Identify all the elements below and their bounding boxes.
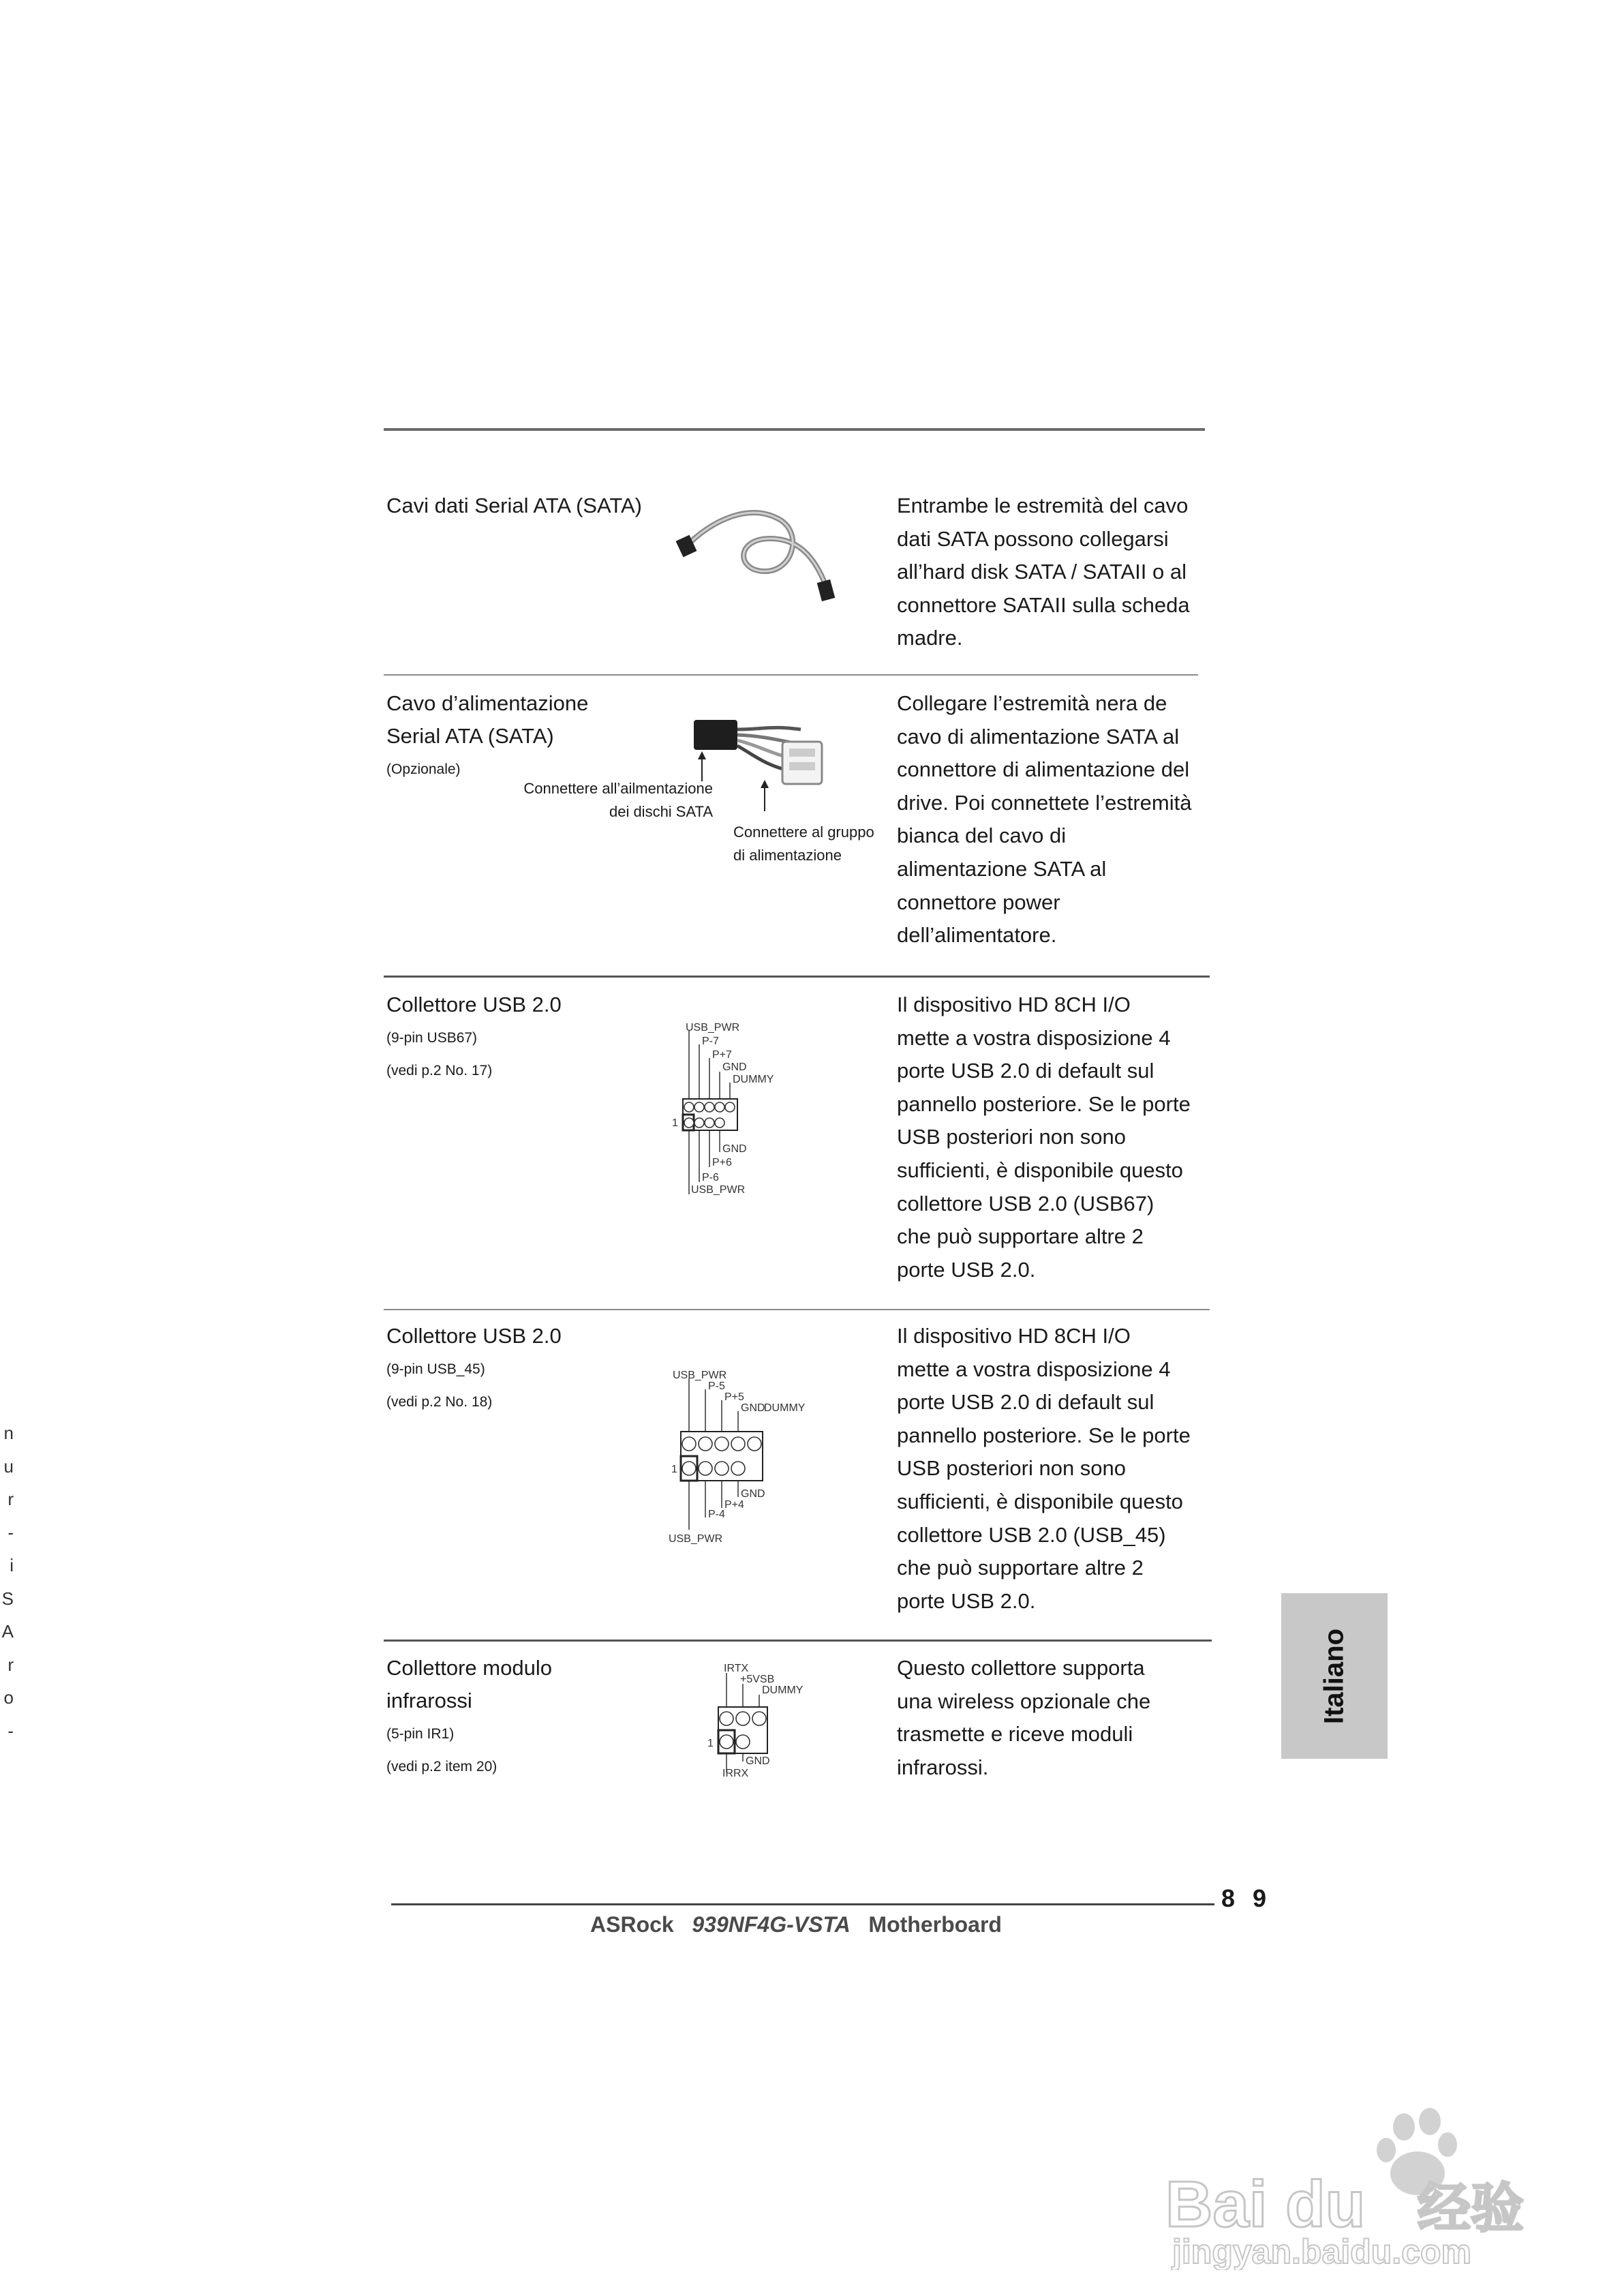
pin-label: DUMMY bbox=[762, 1685, 804, 1696]
pin-label: P+4 bbox=[724, 1499, 744, 1511]
pin-label: P-5 bbox=[708, 1380, 725, 1392]
footer-rule bbox=[391, 1903, 1214, 1905]
section-usb45-title: Collettore USB 2.0 bbox=[386, 1324, 562, 1348]
pin-label: GND bbox=[722, 1143, 747, 1155]
section-ir-subtitle: (5-pin IR1) (vedi p.2 item 20) bbox=[386, 1726, 498, 1774]
section-sata-power-description: Collegare l’estremità nera de cavo di alimentazione SATA al connettore di alimentazione del drive. Poi connettete l’estremità bianca del cavo di alimentazione SATA al connettore power dell’alimentatore. bbox=[897, 691, 1192, 948]
section-ir-title: Collettore modulo infrarossi bbox=[386, 1656, 552, 1712]
pin-label: P-7 bbox=[702, 1036, 719, 1047]
pin-label: P-4 bbox=[708, 1509, 725, 1520]
ir-pin-diagram bbox=[702, 1663, 825, 1779]
pin-label: P-6 bbox=[702, 1172, 719, 1183]
section-usb45-subtitle: (9-pin USB_45) (vedi p.2 No. 18) bbox=[386, 1361, 493, 1410]
top-rule bbox=[384, 428, 1205, 431]
pin-label: USB_PWR bbox=[686, 1023, 740, 1033]
pin1-marker: 1 bbox=[671, 1464, 677, 1475]
section-sata-power-title: Cavo d’alimentazione Serial ATA (SATA) bbox=[386, 691, 589, 748]
section-usb67-description: Il dispositivo HD 8CH I/O mette a vostra disposizione 4 porte USB 2.0 di default sul pannello posteriore. Se le porte USB posteriori non sono sufficienti, è disponibile questo collettore USB 2.0 (USB67) che può supportare altre 2 porte USB 2.0. bbox=[897, 993, 1191, 1282]
caption-psu: Connettere al gruppo di alimentazione bbox=[733, 824, 874, 864]
pin-label: IRTX bbox=[724, 1663, 749, 1674]
pin-label: GND bbox=[741, 1488, 765, 1500]
usb67-pin-diagram bbox=[661, 1023, 825, 1200]
footer-brand: ASRock bbox=[590, 1912, 674, 1937]
page-number: 8 9 bbox=[1221, 1884, 1272, 1912]
watermark-chinese: 经验 bbox=[1418, 2178, 1525, 2238]
pin-label: P+5 bbox=[724, 1391, 744, 1403]
baidu-watermark bbox=[1159, 2106, 1540, 2270]
sata-power-cable-image bbox=[688, 709, 859, 818]
divider-2 bbox=[384, 976, 1210, 978]
pin-label: GND bbox=[741, 1402, 765, 1414]
divider-1 bbox=[384, 674, 1198, 676]
divider-4 bbox=[384, 1640, 1212, 1642]
section-usb67-title: Collettore USB 2.0 bbox=[386, 993, 562, 1016]
pin-label: USB_PWR bbox=[691, 1184, 746, 1196]
pin-label: DUMMY bbox=[733, 1074, 774, 1085]
footer-model: 939NF4G-VSTA bbox=[692, 1912, 851, 1937]
caption-sata-drive: Connettere all’ailmentazione dei dischi SATA bbox=[523, 780, 713, 820]
pin1-marker: 1 bbox=[707, 1738, 714, 1749]
section-sata-power-optional: (Opzionale) bbox=[386, 761, 461, 777]
language-label: Italiano bbox=[1319, 1628, 1349, 1724]
pin-label: USB_PWR bbox=[673, 1370, 727, 1381]
sata-data-cable-image bbox=[675, 491, 845, 607]
pin-label: +5VSB bbox=[740, 1674, 775, 1685]
watermark-brand: Bai du bbox=[1165, 2168, 1366, 2241]
section-usb67-subtitle: (9-pin USB67) (vedi p.2 No. 17) bbox=[386, 1030, 493, 1078]
watermark-url: jingyan.baidu.com bbox=[1172, 2233, 1471, 2270]
divider-3 bbox=[384, 1309, 1210, 1310]
section-sata-data-description: Entrambe le estremità del cavo dati SATA possono collegarsi all’hard disk SATA / SATAII o al connettore SATAII sulla scheda madre. bbox=[897, 494, 1190, 650]
pin-label: GND bbox=[722, 1061, 747, 1073]
pin-label: USB_PWR bbox=[669, 1533, 723, 1545]
pin-label: DUMMY bbox=[764, 1402, 806, 1414]
pin-label: P+7 bbox=[712, 1049, 732, 1061]
left-edge-fragments: n u r - i S A r o - bbox=[1, 1423, 14, 1741]
footer-product: Motherboard bbox=[868, 1912, 1002, 1937]
pin-label: P+6 bbox=[712, 1157, 732, 1168]
pin1-marker: 1 bbox=[672, 1117, 678, 1129]
usb45-pin-diagram bbox=[664, 1363, 821, 1547]
language-side-tab bbox=[1281, 1593, 1388, 1759]
section-sata-data-title: Cavi dati Serial ATA (SATA) bbox=[386, 494, 642, 517]
section-ir-description: Questo collettore supporta una wireless opzionale che trasmette e riceve moduli infrarossi. bbox=[897, 1656, 1151, 1779]
footer-title bbox=[590, 1912, 1002, 1937]
section-usb45-description: Il dispositivo HD 8CH I/O mette a vostra disposizione 4 porte USB 2.0 di default sul pannello posteriore. Se le porte USB posteriori non sono sufficienti, è disponibile questo collettore USB 2.0 (USB_45) che può supportare altre 2 porte USB 2.0. bbox=[897, 1324, 1191, 1613]
pin-label: GND bbox=[746, 1755, 770, 1767]
pin-label: IRRX bbox=[722, 1768, 749, 1779]
